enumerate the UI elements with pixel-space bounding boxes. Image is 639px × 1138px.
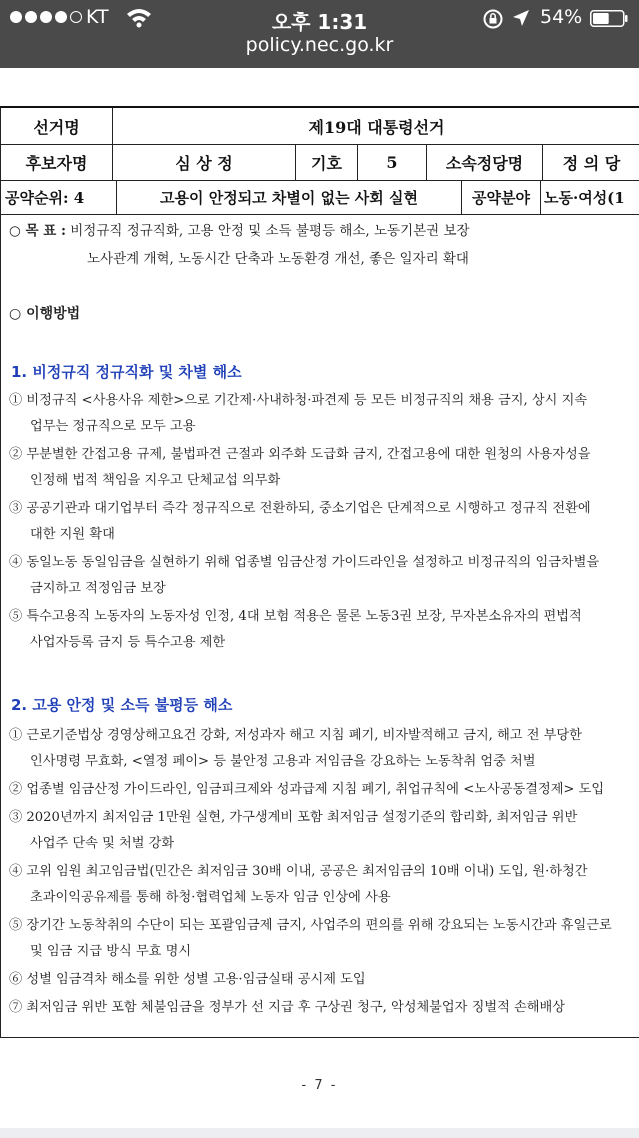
list-item: ③ 공공기관과 대기업부터 즉각 정규직으로 전환하되, 중소기업은 단계적으로 시행하고 정규직 전환에 (9, 501, 591, 516)
list-item: ⑥ 성별 임금격차 해소를 위한 성별 고용·임금실태 공시제 도입 (9, 972, 366, 987)
carrier-name: KT (86, 6, 109, 28)
list-item: ① 비정규직 <사용사유 제한>으로 기간제·사내하청·파견제 등 모든 비정규직의 채용 금지, 상시 지속 (9, 393, 588, 408)
candidate-label: 후보자명 (1, 145, 113, 180)
list-item: ③ 2020년까지 최저임금 1만원 실현, 가구생계비 포함 최저임금 설정기준의 합리화, 최저임금 위반 (9, 810, 578, 825)
table-row-pledge (1, 181, 639, 215)
list-item: 인사명령 무효화, <열정 페이> 등 불안정 고용과 저임금을 강요하는 노동착취 엄중 처벌 (30, 754, 536, 769)
method-heading: ○ 이행방법 (9, 306, 81, 322)
section-1-list (9, 388, 599, 656)
candidate-value: 심 상 정 (113, 145, 296, 180)
list-item: ② 업종별 임금산정 가이드라인, 임금피크제와 성과급제 지침 폐기, 취업규칙에 <노사공동결정제> 도입 (9, 782, 605, 797)
address-bar-url[interactable]: policy.nec.go.kr (245, 34, 394, 56)
section-2-list (9, 723, 612, 1021)
status-bar (0, 0, 639, 34)
goal-text-1: 비정규직 정규직화, 고용 안정 및 소득 불평등 해소, 노동기본권 보장 (70, 223, 470, 239)
list-item: ② 무분별한 간접고용 규제, 불법파견 근절과 외주화 도급화 금지, 간접고용에 대한 원청의 사용자성을 (9, 447, 591, 462)
clock: 오후 1:31 (271, 10, 368, 34)
pledge-title: 고용이 안정되고 차별이 없는 사회 실현 (117, 181, 462, 214)
location-arrow-icon (512, 9, 530, 27)
list-item: 초과이익공유제를 통해 하청·협력업체 노동자 임금 인상에 사용 (30, 890, 391, 905)
party-label: 소속정당명 (427, 145, 543, 180)
list-item: ⑤ 장기간 노동착취의 수단이 되는 포괄임금제 금지, 사업주의 편의를 위해 강요되는 노동시간과 휴일근로 (9, 918, 612, 933)
page-number: - 7 - (301, 1078, 338, 1093)
list-item: 및 임금 지급 방식 무효 명시 (30, 944, 192, 959)
section-2-title: 2. 고용 안정 및 소득 불평등 해소 (11, 696, 233, 714)
browser-bottom-edge (0, 1128, 639, 1138)
browser-top-bar (0, 0, 639, 68)
list-item: 업무는 정규직으로 모두 고용 (30, 419, 196, 434)
list-item: ① 근로기준법상 경영상해고요건 강화, 저성과자 해고 지침 폐기, 비자발적해고 금지, 해고 전 부당한 (9, 728, 582, 743)
field-value: 노동·여성(1 (544, 189, 625, 207)
pledge-document (0, 106, 639, 1038)
field-label: 공약분야 (462, 181, 541, 214)
list-item: ⑦ 최저임금 위반 포함 체불임금을 정부가 선 지급 후 구상권 청구, 악성체불업자 징벌적 손해배상 (9, 1000, 565, 1015)
rank-label: 공약순위: 4 (1, 181, 117, 214)
number-value: 5 (358, 145, 427, 180)
list-item: ⑤ 특수고용직 노동자의 노동자성 인정, 4대 보험 적용은 물론 노동3권 보장, 무자본소유자의 편법적 (9, 609, 582, 624)
goal-line-1 (9, 219, 470, 239)
table-row-candidate (1, 145, 639, 181)
battery-icon (590, 10, 628, 27)
list-item: ④ 동일노동 동일임금을 실현하기 위해 업종별 임금산정 가이드라인을 설정하고 비정규직의 임금차별을 (9, 555, 600, 570)
list-item: 인정해 법적 책임을 지우고 단체교섭 의무화 (30, 473, 281, 488)
list-item: 사업주 단속 및 처벌 강화 (30, 836, 175, 851)
table-row-election (1, 108, 639, 145)
battery-percentage: 54% (540, 6, 583, 28)
election-label: 선거명 (1, 108, 113, 144)
section-1-title: 1. 비정규직 정규직화 및 차별 해소 (11, 363, 242, 381)
goal-text-2: 노사관계 개혁, 노동시간 단축과 노동환경 개선, 좋은 일자리 확대 (87, 251, 469, 267)
number-label: 기호 (296, 145, 358, 180)
list-item: 사업자등록 금지 등 특수고용 제한 (30, 635, 226, 650)
election-value: 제19대 대통령선거 (308, 117, 445, 137)
list-item: 대한 지원 확대 (30, 527, 115, 542)
party-value: 정 의 당 (562, 154, 621, 173)
rotation-lock-icon (482, 8, 504, 30)
list-item: ④ 고위 임원 최고임금법(민간은 최저임금 30배 이내, 공공은 최저임금의 10배 이내) 도입, 원·하청간 (9, 864, 588, 879)
goal-label: ○ 목 표 : (9, 223, 66, 239)
list-item: 금지하고 적정임금 보장 (30, 581, 166, 596)
